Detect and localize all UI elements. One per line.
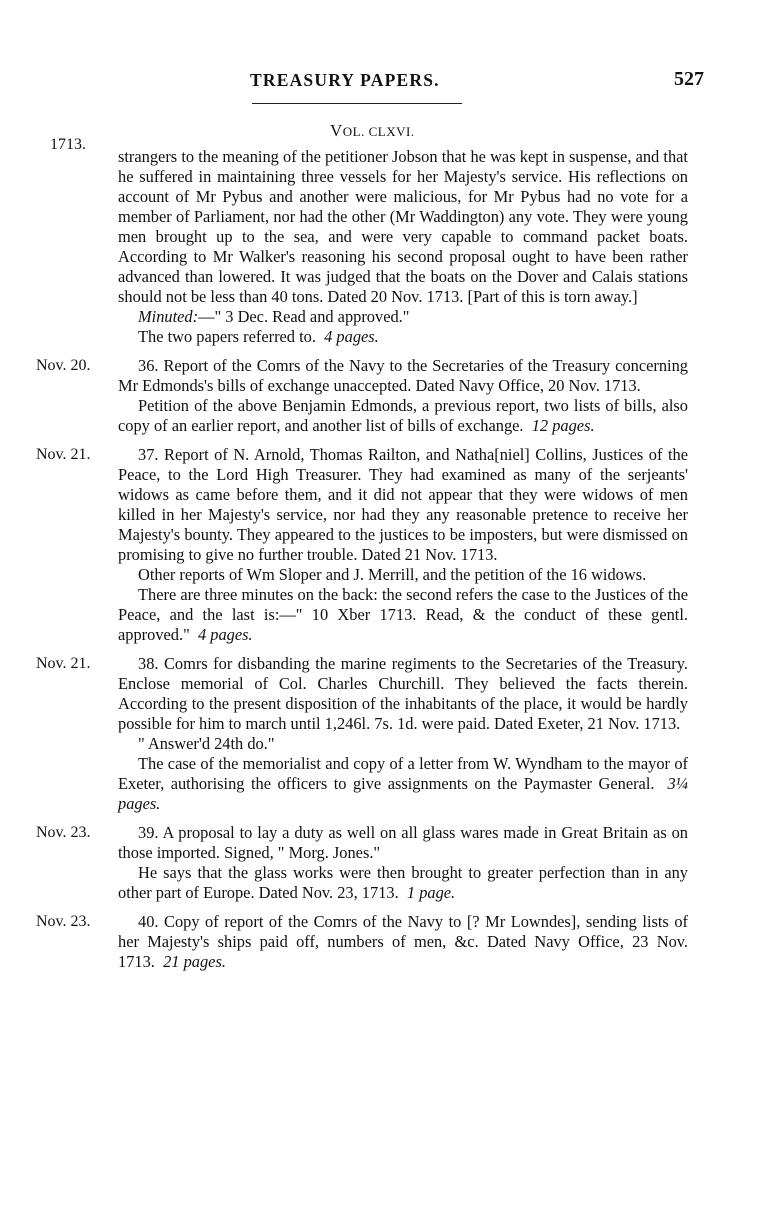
minuted-label: Minuted: xyxy=(138,307,199,326)
volume-heading xyxy=(330,121,415,141)
note-text: The case of the memorialist and copy of a letter from W. Wyndham to the mayor of Exeter, authorising the officers to give assignments on the Paymaster General. xyxy=(118,754,688,793)
entry-date: Nov. 21. xyxy=(36,446,91,463)
volume-initial: V xyxy=(330,121,343,140)
page-count: 4 pages. xyxy=(324,327,379,346)
entry-39 xyxy=(36,823,688,903)
entry-text: 38. Comrs for disbanding the marine regiments to the Secretaries of the Treasury. Enclose memorial of Col. Charles Churchill. They believed the facts therein. According to the present disposition of the inhabitants of the place, it would be hardly possible for him to march until 1,246l. 7s. 1d. were paid. Dated Exeter, 21 Nov. 1713. xyxy=(118,654,688,733)
entry-date: Nov. 20. xyxy=(36,357,91,374)
minuted-text: —" 3 Dec. Read and approved." xyxy=(198,307,410,326)
header-rule xyxy=(252,103,462,104)
page-count: 12 pages. xyxy=(531,416,595,435)
page-count: 21 pages. xyxy=(163,952,226,971)
papers-line xyxy=(118,327,688,347)
entry-36 xyxy=(36,356,688,436)
note-text: He says that the glass works were then brought to greater perfection than in any other part of Europe. Dated Nov. 23, 1713. xyxy=(118,863,688,902)
calendar-content xyxy=(36,147,688,972)
note-text: There are three minutes on the back: the second refers the case to the Justices of the Peace, and the last is:—" 10 Xber 1713. Read, & the conduct of these gentl. approved." xyxy=(118,585,688,644)
entry-text: 36. Report of the Comrs of the Navy to the Secretaries of the Treasury concerning Mr Edmonds's bills of exchange unaccepted. Dated Navy Office, 20 Nov. 1713. xyxy=(118,356,688,395)
entry-37 xyxy=(36,445,688,645)
year-margin: 1713. xyxy=(50,136,86,153)
page-count: 3¼ pages. xyxy=(118,774,688,813)
volume-rest: OL. CLXVI. xyxy=(342,124,415,139)
entry-date: Nov. 23. xyxy=(36,913,91,930)
minuted-line xyxy=(118,307,688,327)
entry-date: Nov. 21. xyxy=(36,655,91,672)
entry-38 xyxy=(36,654,688,814)
page-number: 527 xyxy=(674,68,704,90)
page-count: 4 pages. xyxy=(197,625,253,644)
continued-entry xyxy=(118,147,688,347)
entry-note: Other reports of Wm Sloper and J. Merrill, and the petition of the 16 widows. xyxy=(138,565,647,584)
entry-text: 39. A proposal to lay a duty as well on all glass wares made in Great Britain as on those imported. Signed, " Morg. Jones." xyxy=(118,823,688,862)
entry-text: 40. Copy of report of the Comrs of the Navy to [? Mr Lowndes], sending lists of her Majesty's ships paid off, numbers of men, &c. Dated Navy Office, 23 Nov. 1713. xyxy=(118,912,688,971)
running-title: TREASURY PAPERS. xyxy=(250,70,440,90)
entry-text: 37. Report of N. Arnold, Thomas Railton, and Natha[niel] Collins, Justices of the Peace, to the Lord High Treasurer. They had examined as many of the serjeants' widows as came before them, and it did not appear that they were widows of men killed in her Majesty's service, nor had they any reasonable pretence to receive her Majesty's bounty. They appeared to the justices to be imposters, but were dismissed on promising to give no further trouble. Dated 21 Nov. 1713. xyxy=(118,445,688,564)
note-text: Petition of the above Benjamin Edmonds, a previous report, two lists of bills, also copy of an earlier report, and another list of bills of exchange. xyxy=(118,396,688,435)
entry-answer: " Answer'd 24th do." xyxy=(138,734,275,753)
entry-note xyxy=(118,396,688,436)
entry-40 xyxy=(36,912,688,972)
entry-note xyxy=(118,863,688,903)
page-count: 1 page. xyxy=(406,883,456,902)
entry-note xyxy=(118,754,688,814)
papers-text: The two papers referred to. xyxy=(138,327,316,346)
entry-note-minutes xyxy=(118,585,688,645)
entry-date: Nov. 23. xyxy=(36,824,91,841)
entry-text-with-pages xyxy=(118,912,688,972)
continued-text: strangers to the meaning of the petitioner Jobson that he was kept in suspense, and that he suffered in maintaining three vessels for her Majesty's service. His reflections on account of Mr Pybus and another were malicious, for Mr Pybus had no vote for a member of Parliament, nor had the other (Mr Waddington) any vote. They were young men brought up to the sea, and were very capable to command packet boats. According to Mr Walker's reasoning his second proposal ought to have been rather advanced than lowered. It was judged that the boats on the Dover and Calais stations should not be less than 40 tons. Dated 20 Nov. 1713. [Part of this is torn away.] xyxy=(118,147,688,306)
